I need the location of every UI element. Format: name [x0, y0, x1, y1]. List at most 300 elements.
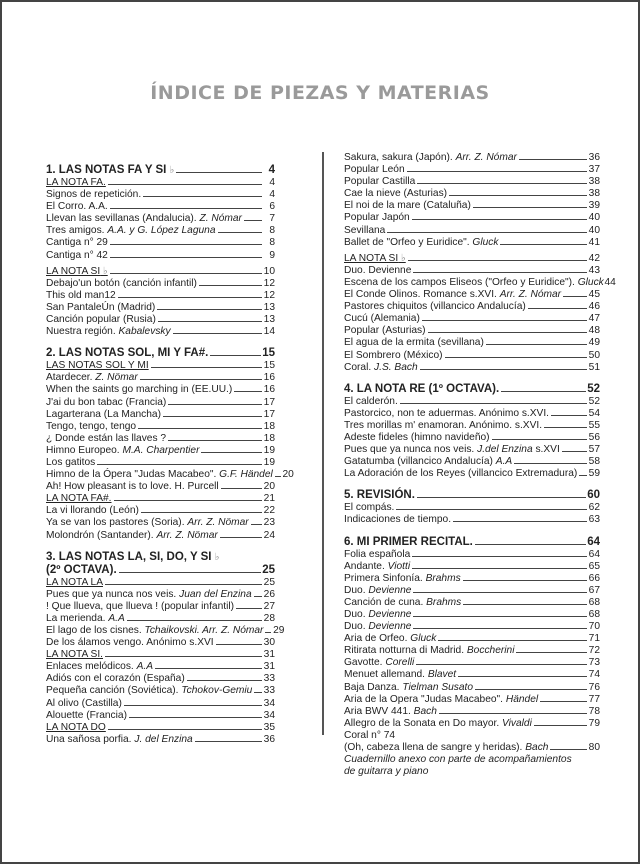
- entry-author: Kabalevsky: [118, 326, 171, 338]
- entry-title-text: Popular Castilla: [344, 176, 416, 188]
- dot-leader: [105, 656, 262, 657]
- page-number: 12: [263, 277, 275, 289]
- dot-leader: [138, 428, 262, 429]
- entry-title: [344, 621, 411, 633]
- entry-title: [46, 213, 242, 225]
- page-number: 73: [588, 657, 600, 669]
- index-entry[interactable]: [344, 694, 600, 706]
- index-entry[interactable]: [344, 152, 600, 164]
- entry-title-text: LA NOTA SI.: [46, 649, 103, 661]
- index-entry[interactable]: [344, 468, 600, 480]
- page-number: 37: [588, 164, 600, 176]
- entry-author: Bach: [525, 742, 549, 754]
- dot-leader: [516, 652, 587, 653]
- page-number: 20: [282, 469, 294, 481]
- dot-leader: [400, 403, 587, 404]
- subsection-heading[interactable]: [46, 649, 275, 661]
- entry-title: [344, 561, 410, 573]
- index-entry[interactable]: [46, 673, 275, 685]
- index-entry[interactable]: [344, 408, 600, 420]
- entry-title: [46, 530, 218, 542]
- index-entry-line: [344, 730, 600, 742]
- index-entry[interactable]: [344, 301, 600, 313]
- entry-title-text: Popular León: [344, 164, 405, 176]
- entry-title: [46, 225, 216, 237]
- dot-leader: [124, 705, 262, 706]
- index-entry[interactable]: [46, 409, 275, 421]
- index-entry[interactable]: [344, 561, 600, 573]
- dot-leader: [199, 285, 262, 286]
- dot-leader: [157, 309, 262, 310]
- index-entry[interactable]: [46, 314, 275, 326]
- entry-title: [344, 152, 517, 164]
- entry-title: [46, 481, 219, 493]
- entry-title-text: Duo.: [344, 621, 366, 633]
- index-entry[interactable]: [344, 573, 600, 585]
- entry-title: [344, 432, 490, 444]
- index-entry[interactable]: [46, 469, 294, 481]
- page-number: 30: [263, 637, 275, 649]
- entry-author: Gluck: [577, 276, 604, 288]
- page-number: 24: [263, 529, 275, 541]
- index-entry[interactable]: [46, 613, 275, 625]
- dot-leader: [168, 440, 262, 441]
- section-heading[interactable]: [344, 383, 600, 396]
- dot-leader: [417, 497, 586, 498]
- entry-title: [46, 469, 273, 481]
- entry-author: Z. Nómar: [199, 213, 242, 225]
- page-number: 7: [269, 213, 275, 225]
- dot-leader: [486, 344, 587, 345]
- page-number: 65: [588, 560, 600, 572]
- section-heading-line[interactable]: [46, 564, 275, 577]
- dot-leader: [110, 273, 262, 274]
- section-heading[interactable]: [344, 489, 600, 502]
- entry-title-text: 4. LA NOTA RE (1º OCTAVA).: [344, 382, 500, 395]
- page-number: 67: [588, 584, 600, 596]
- section-spacer: [344, 527, 600, 536]
- index-entry[interactable]: [344, 420, 600, 432]
- entry-title-text: El Corro. A.A.: [46, 201, 108, 213]
- section-spacer: [46, 542, 275, 551]
- dot-leader: [428, 332, 587, 333]
- entry-title-text: Pastorcico, non te aduermas. Anónimo s.XVI.: [344, 407, 549, 419]
- index-entry[interactable]: [344, 621, 600, 633]
- index-entry[interactable]: [344, 657, 600, 669]
- page-number: 63: [588, 514, 600, 526]
- dot-leader: [540, 701, 587, 702]
- entry-title: [344, 456, 512, 468]
- entry-title: [46, 649, 103, 661]
- entry-title: [344, 573, 461, 585]
- dot-leader: [108, 729, 262, 730]
- page-number: 48: [588, 325, 600, 337]
- entry-title: [344, 225, 385, 237]
- flat-symbol-icon: ♭: [401, 252, 406, 264]
- dot-leader: [195, 741, 262, 742]
- index-entry[interactable]: [46, 326, 275, 338]
- index-entry[interactable]: [344, 609, 600, 621]
- entry-title: [344, 383, 499, 395]
- page-number: 38: [588, 176, 600, 188]
- subsection-heading[interactable]: [46, 266, 275, 278]
- index-entry[interactable]: [46, 445, 275, 457]
- dot-leader: [500, 244, 587, 245]
- dot-leader: [413, 616, 587, 617]
- index-entry[interactable]: [46, 433, 275, 445]
- entry-title: [46, 445, 199, 457]
- entry-title-text: Cae la nieve (Asturias): [344, 188, 448, 200]
- entry-title-text: Sevillana: [344, 224, 386, 236]
- index-entry[interactable]: [344, 432, 600, 444]
- index-entry[interactable]: [344, 669, 600, 681]
- page-number: 10: [263, 265, 275, 277]
- subsection-heading[interactable]: [46, 577, 275, 589]
- dot-leader: [579, 475, 587, 476]
- entry-author: Tielman Susato: [402, 681, 474, 693]
- index-entry[interactable]: [344, 706, 600, 718]
- entry-title-text: Pastores chiquitos (villancico Andalucía): [344, 301, 526, 313]
- dot-leader: [143, 196, 262, 197]
- index-entry[interactable]: [46, 685, 275, 697]
- dot-leader: [201, 452, 262, 453]
- page-number: 36: [588, 152, 600, 163]
- entry-title-text: Ballet de "Orfeo y Euridice".: [344, 236, 470, 248]
- index-entry[interactable]: [344, 502, 600, 514]
- entry-author: Arr. Z. Nómar: [455, 152, 517, 163]
- entry-title: [46, 372, 138, 384]
- subsection-heading[interactable]: [46, 493, 275, 505]
- page-number: 38: [588, 188, 600, 200]
- entry-author: Devienne: [368, 609, 412, 620]
- index-entry[interactable]: [46, 734, 275, 746]
- entry-title-text: Indicaciones de tiempo.: [344, 514, 452, 526]
- entry-title-text: Primera Sinfonía.: [344, 572, 423, 584]
- index-entry[interactable]: [344, 200, 600, 212]
- page-number: 25: [263, 576, 275, 588]
- dot-leader: [420, 369, 587, 370]
- entry-author: Z. Nömar: [95, 372, 138, 384]
- index-entry[interactable]: [344, 313, 600, 325]
- entry-title: [344, 468, 577, 480]
- dot-leader: [501, 391, 586, 392]
- entry-title: [46, 577, 103, 589]
- index-entry[interactable]: [344, 276, 616, 289]
- entry-title-text: La merienda.: [46, 612, 106, 624]
- index-entry[interactable]: [46, 421, 275, 433]
- entry-title: [344, 585, 411, 597]
- entry-title: [344, 237, 498, 249]
- entry-title-text: Nuestra región.: [46, 326, 116, 338]
- entry-author: Brahms: [425, 572, 461, 584]
- dot-leader: [413, 272, 587, 273]
- index-entry[interactable]: [46, 237, 275, 249]
- index-entry[interactable]: [344, 176, 600, 188]
- index-entry[interactable]: [344, 682, 600, 694]
- entry-title-text: LA NOTA LA: [46, 576, 103, 588]
- index-entry[interactable]: [344, 164, 600, 176]
- entry-title-text: ! Que llueva, que llueva ! (popular infantil): [46, 600, 235, 612]
- index-entry[interactable]: [344, 645, 600, 657]
- dot-leader: [216, 644, 262, 645]
- entry-author: Gluck: [472, 236, 499, 248]
- index-entry[interactable]: [344, 289, 600, 301]
- entry-author: Devienne: [368, 621, 412, 633]
- entry-title: [46, 505, 139, 517]
- entry-author: M.A. Charpentier: [122, 444, 200, 456]
- index-entry[interactable]: [344, 325, 600, 337]
- dot-leader: [129, 717, 262, 718]
- section-heading[interactable]: [344, 536, 600, 549]
- index-entry[interactable]: [344, 633, 600, 645]
- page-number: 21: [263, 493, 275, 505]
- dot-leader: [141, 512, 262, 513]
- page-number: 13: [263, 301, 275, 313]
- page-number: 4: [269, 189, 275, 201]
- entry-title: [344, 396, 398, 408]
- entry-title: [344, 265, 411, 277]
- index-entry[interactable]: [46, 302, 275, 314]
- entry-title: [344, 200, 471, 212]
- section-heading-text-cont: (2º OCTAVA).: [46, 563, 117, 576]
- dot-leader: [416, 664, 587, 665]
- entry-title: [344, 337, 484, 349]
- page-number: 23: [263, 517, 275, 529]
- entry-title: [344, 609, 411, 621]
- page-number: 31: [263, 649, 275, 661]
- index-entry[interactable]: [46, 710, 275, 722]
- dot-leader: [453, 521, 587, 522]
- entry-author: Bach: [413, 705, 437, 717]
- index-entry[interactable]: [344, 265, 600, 277]
- index-entry[interactable]: [46, 290, 275, 302]
- index-entry[interactable]: [46, 661, 275, 673]
- dot-leader: [140, 379, 262, 380]
- dot-leader: [463, 580, 587, 581]
- subsection-heading[interactable]: [46, 177, 275, 189]
- page-number: 64: [588, 548, 600, 560]
- dot-leader: [118, 297, 262, 298]
- index-entry[interactable]: [46, 384, 275, 396]
- index-entry[interactable]: [344, 225, 600, 237]
- index-entry[interactable]: [46, 589, 275, 601]
- dot-leader: [528, 308, 587, 309]
- index-entry[interactable]: [46, 625, 285, 637]
- entry-title-text: ¿ Donde están las llaves ?: [46, 432, 167, 444]
- index-entry[interactable]: [344, 597, 600, 609]
- entry-title: [344, 489, 415, 501]
- entry-author: Arr. Z. Nömar: [156, 529, 218, 541]
- entry-author: A.A: [108, 612, 125, 624]
- entry-title-text: Himno de la Ópera "Judas Macabeo".: [46, 469, 217, 481]
- section-heading[interactable]: [46, 164, 275, 177]
- entry-title: [344, 657, 414, 669]
- entry-title: [344, 325, 426, 337]
- entry-title-text: Signos de repetición.: [46, 189, 142, 201]
- dot-leader: [158, 321, 262, 322]
- entry-title-text: Pequeña canción (Soviética).: [46, 685, 179, 697]
- page-number: 70: [588, 621, 600, 633]
- index-entry[interactable]: [46, 201, 275, 213]
- index-entry[interactable]: [46, 481, 275, 493]
- entry-title: [344, 289, 561, 301]
- entry-title: Coral n° 74: [344, 729, 396, 741]
- index-entry[interactable]: [46, 250, 275, 262]
- entry-title-text: Aria de la Opera "Judas Macabeo".: [344, 693, 504, 705]
- entry-title: [344, 277, 604, 289]
- entry-title-text: Menuet allemand.: [344, 669, 425, 681]
- entry-title-text: Duo.: [344, 584, 366, 596]
- dot-leader: [187, 680, 262, 681]
- page-number: 35: [263, 721, 275, 733]
- page-number: 14: [263, 326, 275, 338]
- dot-leader: [119, 572, 262, 573]
- index-entry[interactable]: [46, 505, 275, 517]
- page-number: 43: [588, 264, 600, 276]
- page-number: 41: [588, 236, 600, 248]
- page-number: 60: [587, 489, 600, 502]
- entry-suffix: s.XVI: [532, 444, 560, 456]
- dot-leader: [105, 584, 262, 585]
- index-entry[interactable]: [46, 278, 275, 290]
- entry-author: A.A. y G. López Laguna: [107, 225, 216, 237]
- dot-leader: [110, 257, 262, 258]
- entry-title-text: Cantiga n° 42: [46, 249, 108, 261]
- entry-title-text: El Sombrero (México): [344, 349, 443, 361]
- entry-author: Brahms: [426, 596, 462, 608]
- dot-leader: [492, 439, 587, 440]
- entry-title: [46, 397, 166, 409]
- entry-title: [46, 698, 122, 710]
- entry-title: [344, 549, 410, 561]
- entry-title-text: Al olivo (Castilla): [46, 697, 122, 709]
- dot-leader: [422, 320, 587, 321]
- dot-leader: [110, 208, 262, 209]
- dot-leader: [168, 404, 262, 405]
- index-entry[interactable]: [344, 549, 600, 561]
- index-entry[interactable]: [46, 213, 275, 225]
- entry-title-text: Popular Japón: [344, 212, 410, 224]
- dot-leader: [114, 500, 263, 501]
- entry-title-text: Tres morillas m' enamoran. Anónimo. s.XVI.: [344, 419, 543, 431]
- index-entry[interactable]: [344, 514, 600, 526]
- dot-leader: [275, 476, 281, 477]
- subsection-heading[interactable]: [344, 253, 600, 265]
- page-number: 40: [588, 212, 600, 224]
- entry-title-text: Gatatumba (villancico Andalucía): [344, 456, 493, 468]
- entry-title: [46, 613, 125, 625]
- annex-note-text: Cuadernillo anexo con parte de acompañamientos: [344, 754, 572, 766]
- entry-title-text: (Oh, cabeza llena de sangre y heridas).: [344, 742, 523, 754]
- entry-title-text: Duo.: [344, 609, 366, 620]
- entry-title-text: Sakura, sakura (Japón).: [344, 152, 453, 163]
- page-number: 6: [269, 201, 275, 213]
- entry-author: Blavet: [427, 669, 457, 681]
- entry-title-text: This old man12: [46, 289, 116, 301]
- section-heading[interactable]: [46, 347, 275, 360]
- entry-author: Corelli: [385, 657, 415, 669]
- entry-title-text: Enlaces melódicos.: [46, 661, 134, 673]
- entry-title: [344, 362, 418, 374]
- page-number: 45: [588, 289, 600, 301]
- index-entry[interactable]: [344, 212, 600, 224]
- entry-title: [344, 444, 560, 456]
- entry-title: [46, 237, 108, 249]
- index-entry[interactable]: [46, 225, 275, 237]
- index-entry[interactable]: [46, 457, 275, 469]
- index-entry[interactable]: [46, 517, 275, 529]
- index-entry[interactable]: [46, 397, 275, 409]
- page-number: 31: [263, 661, 275, 673]
- entry-title: [46, 278, 197, 290]
- entry-title-text: Ya se van los pastores (Soria).: [46, 517, 185, 529]
- entry-author: A.A: [136, 661, 154, 673]
- index-entry[interactable]: [46, 189, 275, 201]
- index-entry[interactable]: [344, 742, 600, 754]
- entry-title: [344, 718, 532, 730]
- dot-leader: [412, 568, 587, 569]
- entry-author: G.F. Händel: [219, 469, 273, 481]
- page-number: 50: [588, 349, 600, 361]
- index-entry[interactable]: [344, 718, 600, 730]
- entry-title: [46, 266, 108, 278]
- index-entry[interactable]: [344, 337, 600, 349]
- index-entry[interactable]: [344, 456, 600, 468]
- page-number: 52: [587, 382, 600, 395]
- index-entry[interactable]: [46, 698, 275, 710]
- index-entry[interactable]: [344, 585, 600, 597]
- entry-title-text: Canción de cuna.: [344, 596, 424, 608]
- index-entry[interactable]: [344, 362, 600, 374]
- index-entry[interactable]: [344, 237, 600, 249]
- index-entry[interactable]: [344, 188, 600, 200]
- page-number: 62: [588, 502, 600, 514]
- index-entry[interactable]: [344, 444, 600, 456]
- index-entry[interactable]: [46, 601, 275, 613]
- annex-note-text: de guitarra y piano: [344, 766, 429, 778]
- index-entry[interactable]: [344, 350, 600, 362]
- page-number: 33: [263, 685, 275, 697]
- index-entry[interactable]: [46, 372, 275, 384]
- flat-symbol-icon: ♭: [169, 165, 175, 176]
- page-number: 51: [588, 361, 600, 373]
- page-number: 19: [263, 456, 275, 468]
- dot-leader: [151, 367, 262, 368]
- entry-title-text: Andante.: [344, 560, 385, 572]
- entry-title: [46, 164, 174, 177]
- index-entry[interactable]: [46, 637, 275, 649]
- entry-title: [46, 722, 106, 734]
- entry-title-text: Cantiga n° 29: [46, 237, 108, 249]
- dot-leader: [562, 451, 587, 452]
- entry-title-text: Aria de Orfeo.: [344, 633, 408, 645]
- entry-author: Gluck: [410, 633, 437, 645]
- entry-title: [344, 742, 548, 754]
- entry-author: Händel: [505, 693, 539, 705]
- entry-title: [344, 502, 394, 514]
- page-number: 4: [269, 177, 275, 188]
- subsection-heading[interactable]: [46, 360, 275, 372]
- dot-leader: [475, 689, 587, 690]
- subsection-heading[interactable]: [46, 722, 275, 734]
- dot-leader: [97, 464, 262, 465]
- index-entry[interactable]: [46, 530, 275, 542]
- dot-leader: [254, 692, 262, 693]
- dot-leader: [396, 509, 587, 510]
- entry-title-text: Cucú (Alemania): [344, 313, 420, 325]
- section-spacer: [344, 480, 600, 489]
- index-entry[interactable]: [344, 396, 600, 408]
